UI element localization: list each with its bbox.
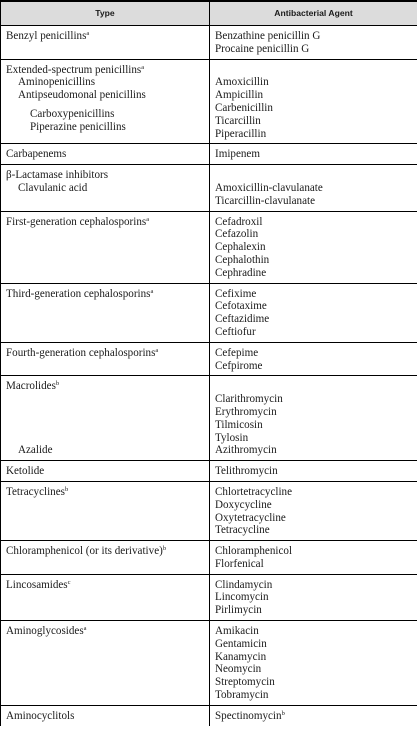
agent-cell [210, 26, 417, 60]
agent-line [215, 545, 413, 558]
agent-line [215, 360, 413, 373]
agent-line [215, 432, 413, 445]
type-line [6, 216, 205, 229]
agent-text: Amoxicillin [215, 76, 269, 89]
agent-line [215, 288, 413, 301]
type-text: Tetracyclines [6, 485, 65, 498]
agent-line [215, 169, 413, 182]
agent-text: Ticarcillin-clavulanate [215, 194, 316, 207]
type-text: Extended-spectrum penicillins [6, 63, 142, 76]
agent-line [215, 300, 413, 313]
agent-text: Kanamycin [215, 650, 267, 663]
agent-text: Pirlimycin [215, 604, 262, 617]
agent-text: Ceftazidime [215, 313, 270, 326]
type-cell [1, 481, 210, 540]
type-line [6, 393, 205, 406]
type-text: Piperazine penicillins [30, 120, 126, 133]
type-cell [1, 342, 210, 376]
type-text: Third-generation cephalosporins [6, 287, 151, 300]
agent-cell [210, 376, 417, 461]
footnote-marker: b [55, 380, 60, 388]
agent-cell [210, 211, 417, 283]
type-text: Aminocyclitols [6, 709, 75, 722]
agent-line [215, 64, 413, 77]
agent-cell [210, 461, 417, 482]
type-cell [1, 283, 210, 342]
table-row [1, 461, 417, 482]
type-cell [1, 165, 210, 211]
table-row [1, 283, 417, 342]
table-row [1, 144, 417, 165]
agent-text: Neomycin [215, 663, 262, 676]
agent-line [215, 89, 413, 102]
agent-text: Chlortetracycline [215, 485, 293, 498]
agent-line [215, 579, 413, 592]
agent-text: Clindamycin [215, 578, 273, 591]
footnote-marker: a [86, 30, 90, 37]
type-text: First-generation cephalosporins [6, 215, 147, 228]
table-row [1, 621, 417, 706]
agent-line [215, 499, 413, 512]
agent-text: Procaine penicillin G [215, 42, 310, 55]
agent-cell [210, 165, 417, 211]
type-text: Ketolide [6, 465, 45, 478]
type-line [6, 625, 205, 638]
agent-line [215, 524, 413, 537]
agent-text: Oxytetracycline [215, 511, 286, 524]
table-row [1, 541, 417, 575]
agent-cell [210, 342, 417, 376]
agent-line [215, 216, 413, 229]
agent-line [215, 638, 413, 651]
agent-text: Spectinomycin [215, 709, 282, 722]
type-line [6, 465, 205, 478]
agent-text: Streptomycin [215, 676, 275, 689]
agent-line [215, 326, 413, 339]
table-header-row [1, 1, 417, 26]
table-row [1, 342, 417, 376]
agent-line [215, 195, 413, 208]
agent-line [215, 43, 413, 56]
agent-line [215, 30, 413, 43]
type-line [6, 89, 205, 102]
agent-cell [210, 481, 417, 540]
type-text: Aminopenicillins [18, 76, 96, 89]
type-line [6, 182, 205, 195]
type-line [6, 710, 205, 723]
agent-line [215, 254, 413, 267]
footnote-marker: b [162, 545, 167, 553]
agent-text: Cephalexin [215, 241, 266, 254]
type-line [6, 76, 205, 89]
footnote-marker: a [146, 215, 150, 223]
type-line [6, 419, 205, 432]
agent-line [215, 148, 413, 161]
agent-text: Cefadroxil [215, 215, 263, 228]
agent-text: Ampicillin [215, 89, 264, 102]
agent-text: Amikacin [215, 625, 259, 638]
agent-line [215, 347, 413, 360]
type-cell [1, 705, 210, 725]
type-line [6, 432, 205, 445]
agent-line [215, 651, 413, 664]
agent-text: Cephalothin [215, 253, 270, 266]
type-text: β-Lactamase inhibitors [6, 169, 109, 182]
agent-line [215, 313, 413, 326]
agent-text: Tilmicosin [215, 418, 263, 431]
agent-text: Chloramphenicol [215, 545, 293, 558]
agent-text: Tylosin [215, 431, 249, 444]
type-line [6, 406, 205, 419]
agent-line [215, 380, 413, 393]
agent-line [215, 419, 413, 432]
type-line [6, 30, 205, 43]
type-cell [1, 211, 210, 283]
agent-text: Piperacillin [215, 127, 267, 140]
type-text: Fourth-generation cephalosporins [6, 346, 156, 359]
agent-text: Cefazolin [215, 228, 259, 241]
type-text: Macrolides [6, 380, 56, 393]
agent-text: Imipenem [215, 148, 260, 161]
agent-line [215, 444, 413, 457]
agent-line [215, 663, 413, 676]
agent-line [215, 558, 413, 571]
agent-line [215, 128, 413, 141]
type-line [6, 148, 205, 161]
table-row [1, 705, 417, 725]
agent-line [215, 625, 413, 638]
table-row [1, 574, 417, 620]
agent-line [215, 182, 413, 195]
agent-line [215, 710, 413, 723]
footnote-marker: a [150, 287, 154, 295]
header-type: Type [1, 1, 210, 26]
agent-line [215, 241, 413, 254]
agent-cell [210, 283, 417, 342]
agent-text: Azithromycin [215, 444, 277, 457]
type-line [6, 108, 205, 121]
type-line [6, 347, 205, 360]
agent-line [215, 486, 413, 499]
type-line [6, 545, 205, 558]
agent-line [215, 604, 413, 617]
type-cell [1, 541, 210, 575]
type-text: Carboxypenicillins [30, 107, 115, 120]
agent-line [215, 465, 413, 478]
table-row [1, 376, 417, 461]
agent-text: Tobramycin [215, 689, 269, 702]
type-line [6, 121, 205, 134]
agent-line [215, 102, 413, 115]
agent-text: Cefepime [215, 346, 259, 359]
type-cell [1, 461, 210, 482]
type-cell [1, 26, 210, 60]
footnote-marker: a [155, 346, 159, 354]
type-line [6, 288, 205, 301]
type-line [6, 444, 205, 457]
table-row [1, 211, 417, 283]
agent-line [215, 115, 413, 128]
type-line [6, 579, 205, 592]
type-text: Lincosamides [6, 578, 68, 591]
agent-text: Clarithromycin [215, 393, 283, 406]
type-text: Aminoglycosides [6, 625, 84, 638]
agent-cell [210, 621, 417, 706]
agent-text: Erythromycin [215, 405, 277, 418]
agent-cell [210, 144, 417, 165]
footnote-marker: c [67, 578, 71, 586]
type-text: Benzyl penicillins [6, 30, 87, 42]
agent-line [215, 676, 413, 689]
type-line [6, 169, 205, 182]
type-cell [1, 621, 210, 706]
type-cell [1, 574, 210, 620]
header-antibacterial-agent: Antibacterial Agent [210, 1, 417, 26]
agent-text: Cefpirome [215, 359, 263, 372]
agent-cell [210, 541, 417, 575]
type-text: Antipseudomonal penicillins [18, 89, 146, 102]
table-row [1, 165, 417, 211]
agent-text: Doxycycline [215, 498, 272, 511]
table-body [1, 26, 417, 726]
agent-text: Telithromycin [215, 465, 278, 478]
type-cell [1, 59, 210, 144]
agent-line [215, 76, 413, 89]
type-cell [1, 376, 210, 461]
agent-text: Cephradine [215, 266, 267, 279]
agent-line [215, 406, 413, 419]
type-line [6, 380, 205, 393]
agent-text: Florfenical [215, 557, 264, 570]
agent-line [215, 512, 413, 525]
agent-line [215, 228, 413, 241]
agent-text: Ticarcillin [215, 114, 261, 127]
type-line [6, 486, 205, 499]
agent-text: Benzathine penicillin G [215, 30, 321, 42]
agent-cell [210, 59, 417, 144]
agent-line [215, 689, 413, 702]
agent-line [215, 267, 413, 280]
agent-text: Amoxicillin-clavulanate [215, 181, 323, 194]
agent-line [215, 591, 413, 604]
agent-text: Carbenicillin [215, 101, 273, 114]
agent-text: Cefotaxime [215, 300, 267, 313]
table-row [1, 481, 417, 540]
type-cell [1, 144, 210, 165]
type-text: Azalide [18, 444, 53, 457]
agent-text: Lincomycin [215, 591, 269, 604]
footnote-marker: a [141, 63, 145, 71]
agent-cell [210, 705, 417, 725]
agent-text: Tetracycline [215, 524, 270, 537]
type-text: Carbapenems [6, 148, 67, 161]
agent-cell [210, 574, 417, 620]
type-text: Chloramphenicol (or its derivative) [6, 545, 163, 558]
agent-line [215, 393, 413, 406]
type-text: Clavulanic acid [18, 181, 88, 194]
footnote-marker: b [64, 485, 69, 493]
agent-text: Gentamicin [215, 637, 267, 650]
footnote-marker: b [281, 709, 285, 717]
table-row [1, 59, 417, 144]
agent-text: Cefixime [215, 287, 257, 300]
agent-text: Ceftiofur [215, 325, 256, 338]
table-row [1, 26, 417, 60]
type-line [6, 64, 205, 77]
footnote-marker: a [83, 625, 87, 633]
